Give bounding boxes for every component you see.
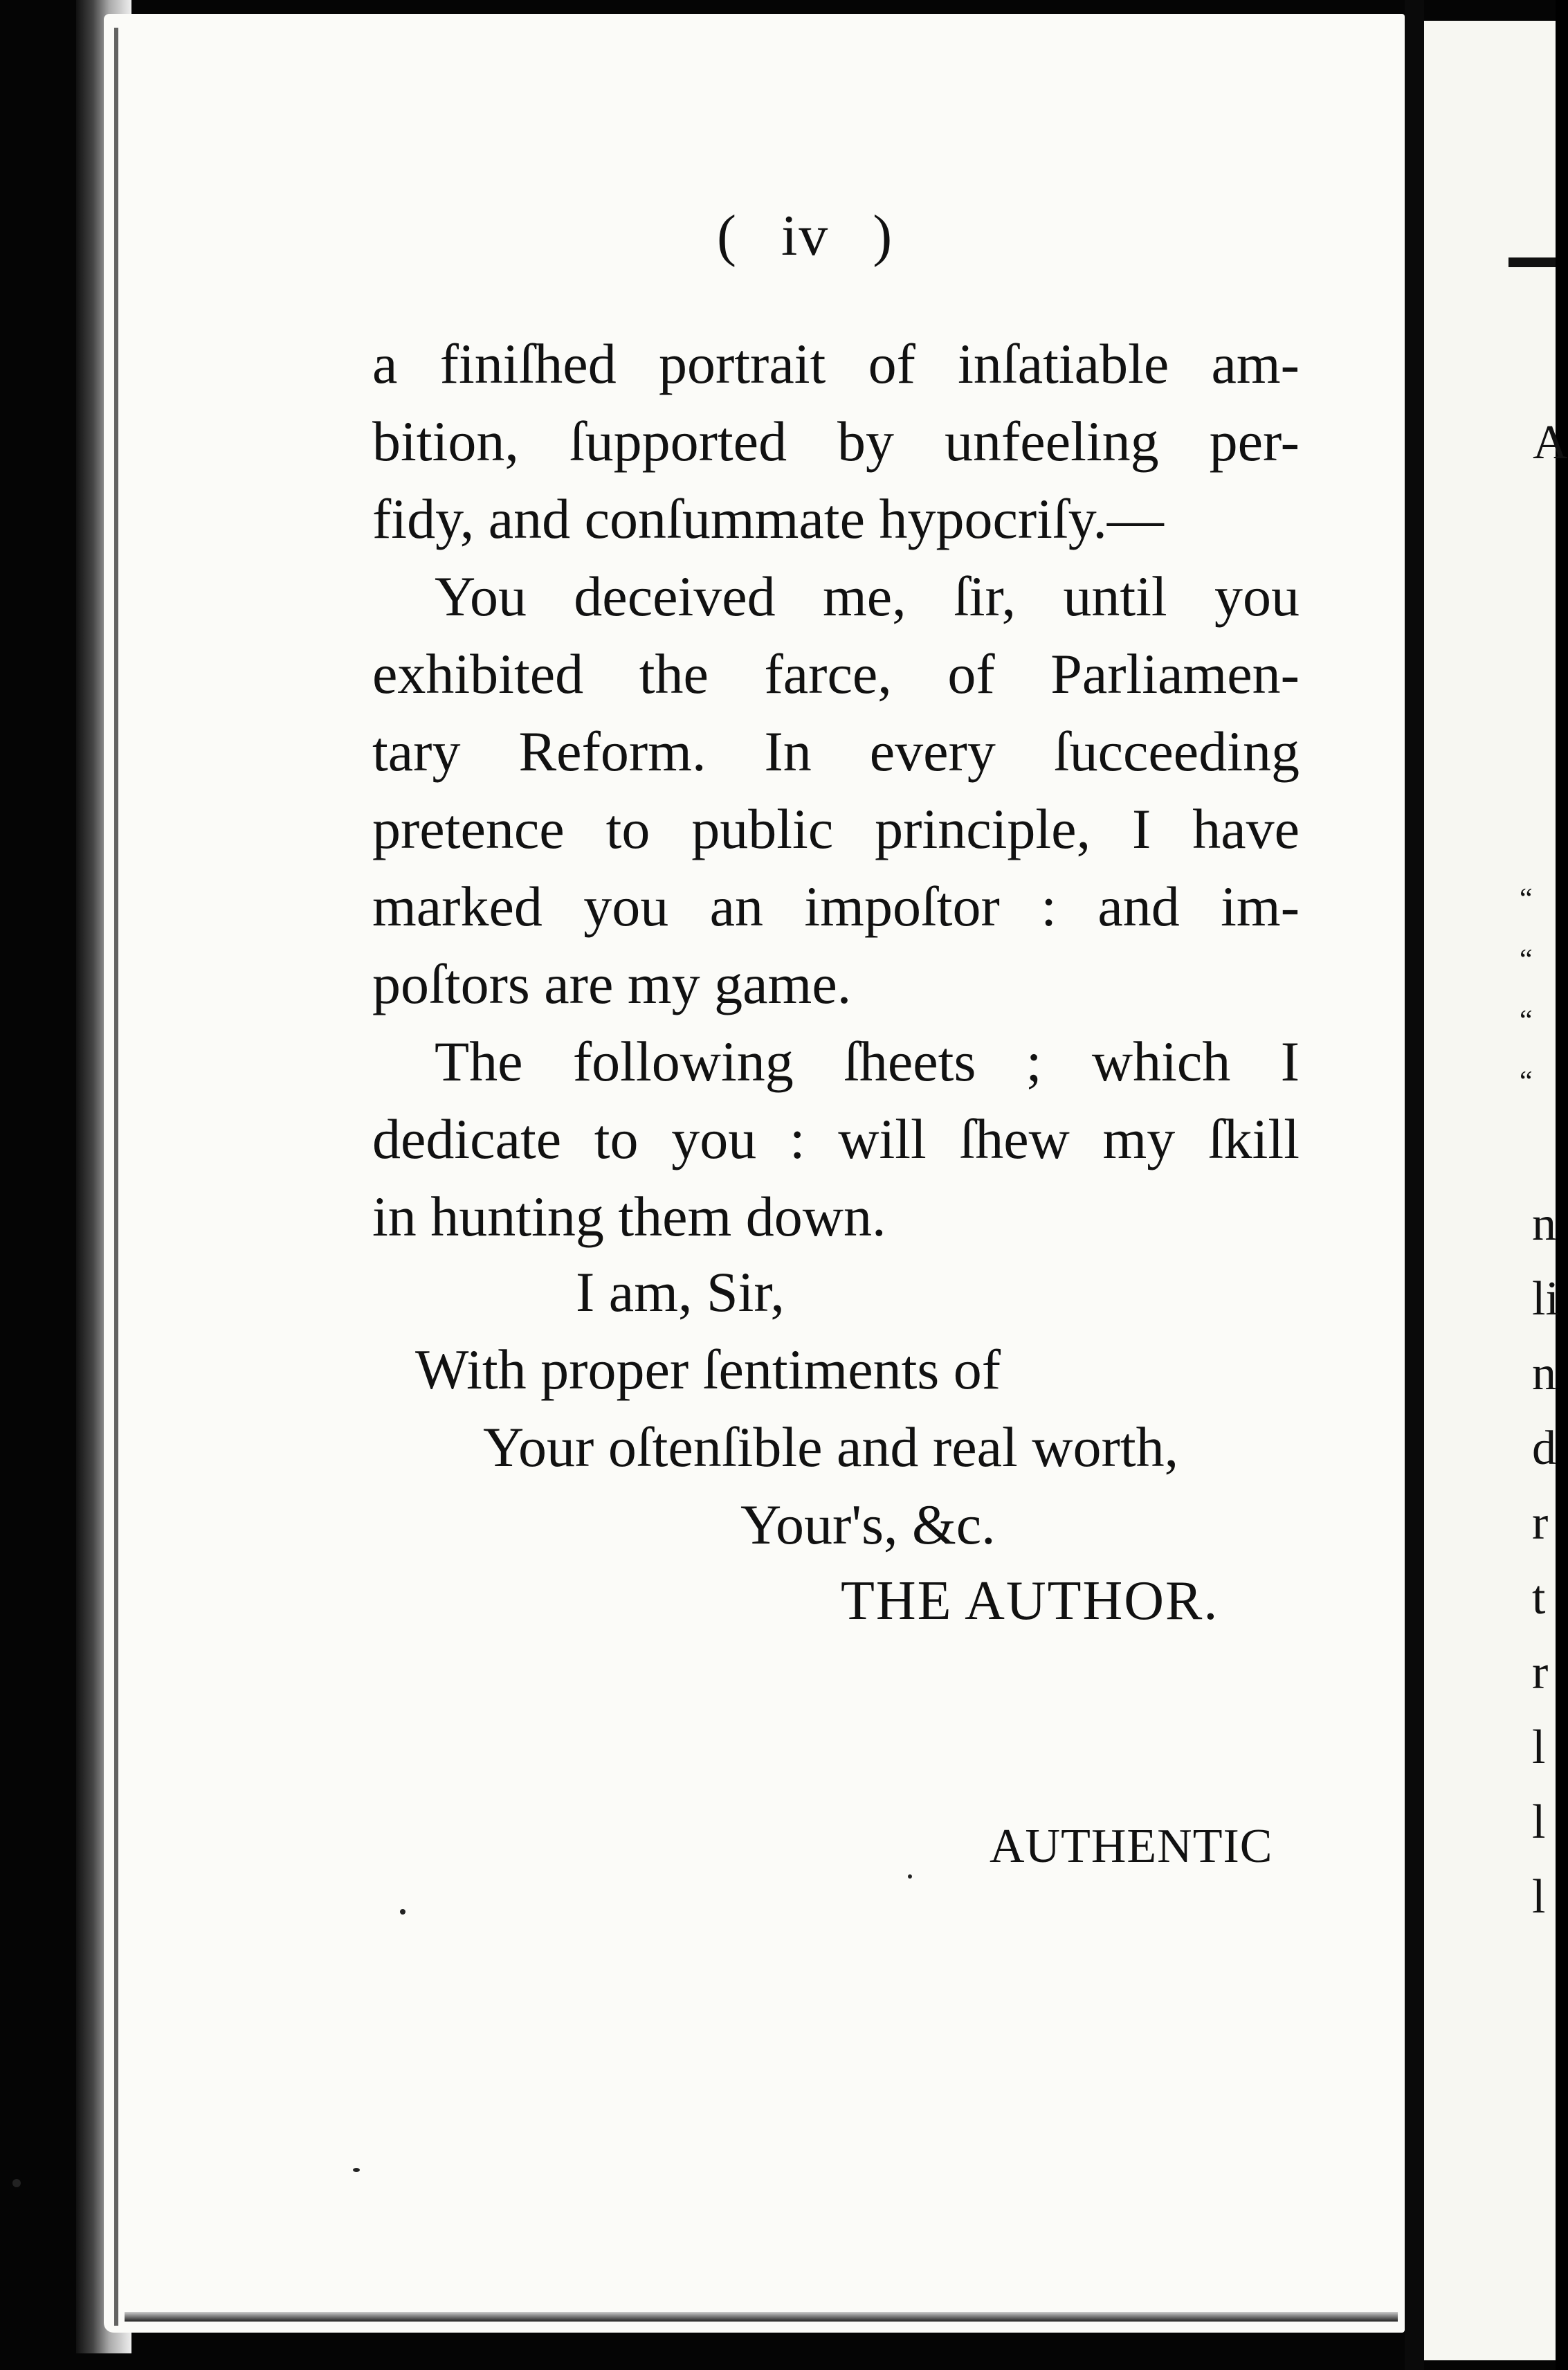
page-edge-shadow [114, 28, 118, 2326]
body-text [372, 325, 1300, 1256]
facing-quote: “ [1520, 1005, 1533, 1037]
facing-letter: d [1532, 1422, 1556, 1475]
ink-speck [12, 2179, 21, 2187]
page-bottom-edge [125, 2312, 1398, 2322]
facing-letter: t [1532, 1571, 1546, 1625]
closing-salutation: I am, Sir, [576, 1260, 785, 1323]
facing-letter: l [1532, 1870, 1546, 1924]
facing-letter: l [1532, 1795, 1546, 1849]
facing-letter: n [1532, 1347, 1556, 1400]
text-line: exhibited the farce, of Parliamen- [372, 642, 1300, 705]
page-number: ( iv ) [717, 203, 894, 268]
catchword: AUTHENTIC [990, 1820, 1273, 1873]
facing-page-letters [1532, 1187, 1559, 1935]
text-line: fidy, and conſummate hypocriſy.— [372, 487, 1164, 550]
closing-line: Your oſtenſible and real worth, [483, 1415, 1179, 1478]
text-line: marked you an impoſtor : and im- [372, 875, 1300, 938]
ink-speck [353, 2168, 360, 2172]
facing-letter: r [1532, 1646, 1549, 1699]
text-line: a finiſhed portrait of inſatiable am- [372, 332, 1300, 395]
closing-line: With proper ſentiments of [415, 1338, 1001, 1401]
signature: THE AUTHOR. [841, 1571, 1219, 1631]
text-line: poſtors are my game. [372, 952, 852, 1015]
facing-quote: “ [1520, 944, 1533, 976]
facing-letter: l [1532, 1721, 1546, 1774]
facing-quote: “ [1520, 883, 1533, 915]
text-line: in hunting them down. [372, 1185, 886, 1248]
facing-letter: r [1532, 1496, 1549, 1550]
facing-page-capital: A [1533, 416, 1568, 469]
facing-letter: n [1532, 1197, 1556, 1251]
facing-letter: li [1532, 1272, 1559, 1326]
facing-quote: “ [1520, 1066, 1533, 1098]
facing-page-quotes [1520, 869, 1533, 1112]
text-line: pretence to public principle, I have [372, 797, 1300, 860]
text-line: You deceived me, ſir, until you [435, 565, 1300, 628]
text-line: bition, ſupported by unfeeling per- [372, 410, 1300, 473]
ink-speck [400, 1909, 405, 1915]
text-line: dedicate to you : will ſhew my ſkill [372, 1107, 1300, 1170]
closing-line: Your's, &c. [740, 1493, 996, 1556]
page-divider [1405, 0, 1424, 2370]
ink-speck [908, 1874, 912, 1879]
text-line: The following ſheets ; which I [435, 1030, 1300, 1093]
facing-page-rule [1508, 257, 1556, 267]
text-line: tary Reform. In every ſucceeding [372, 720, 1300, 783]
